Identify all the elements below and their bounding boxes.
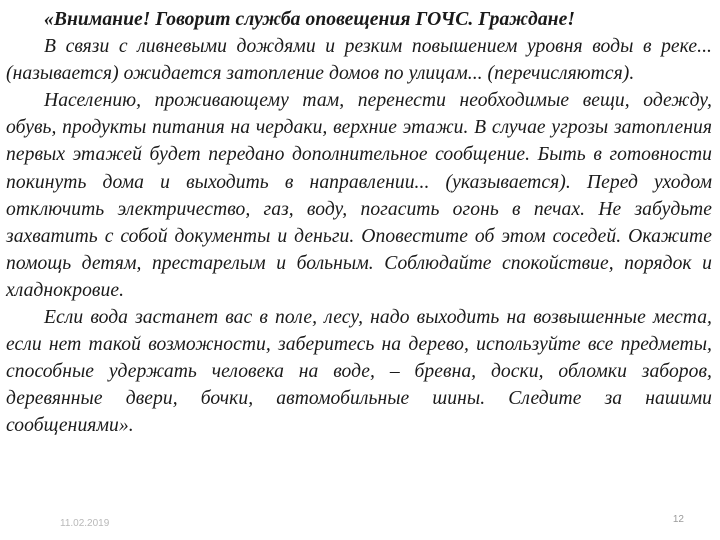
slide [6, 6, 712, 534]
paragraph-population-instructions: Населению, проживающему там, перенести необходимые вещи, одежду, обувь, продукты питания на чердаки, верхние этажи. В случае угрозы затопления первых этажей будет передано дополнительное сообщение. Быть в готовности покинуть дома и выходить в направлении... (указывается). Перед уходом отключить электричество, газ, воду, погасить огонь в печах. Не забудьте захватить с собой документы и деньги. Оповестите об этом соседей. Окажите помощь детям, престарелым и больным. Соблюдайте спокойствие, порядок и хладнокровие. [6, 90, 712, 301]
slide-footer [0, 512, 720, 540]
footer-date: 11.02.2019 [60, 518, 110, 529]
slide-number: 12 [672, 514, 684, 525]
paragraph-flood-warning: В связи с ливневыми дождями и резким повышением уровня воды в реке... (называется) ожидается затопление домов по улицам... (перечисляются). [6, 36, 712, 85]
announcement-heading: «Внимание! Говорит служба оповещения ГОЧС. Граждане! [44, 9, 576, 30]
paragraph-field-forest-instructions: Если вода застанет вас в поле, лесу, надо выходить на возвышенные места, если нет такой возможности, заберитесь на дерево, используйте все предметы, способные удержать человека на воде, – бревна, доски, обломки заборов, деревянные двери, бочки, автомобильные шины. Следите за нашими сообщениями». [6, 307, 712, 437]
